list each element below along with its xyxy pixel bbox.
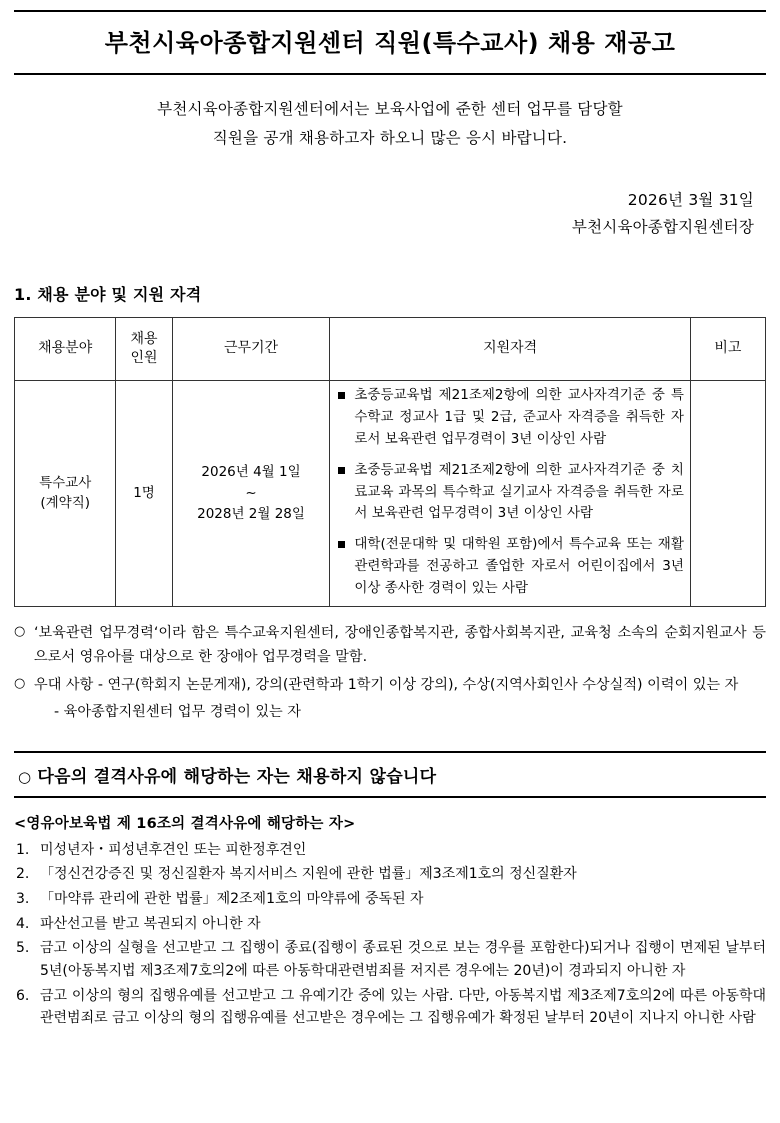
banner-circle-icon: ○ [18,767,32,786]
notes-block [14,621,766,725]
item-number: 3. [16,890,30,907]
cell-field-line1: 특수교사 [39,474,92,491]
announcement-date: 2026년 3월 31일 [627,190,754,209]
page-title: 부천시육아종합지원센터 직원(특수교사) 채용 재공고 [104,29,676,57]
title-divider [14,73,766,75]
cell-period-line2: ~ [245,485,257,501]
list-item [14,985,766,1030]
item-text: 금고 이상의 형의 집행유예를 선고받고 그 유예기간 중에 있는 사람. 다만, 아동복지법 제3조제7호의2에 따른 아동학대관련범죄로 금고 이상의 형의 집행유예를 선고받은 경우에는 그 집행유예가 확정된 날부터 20년이 지나지 아니한 사람 [40,987,766,1027]
th-note: 비고 [690,318,765,381]
item-number: 5. [16,940,30,957]
item-number: 2. [16,866,30,883]
list-item [14,913,766,936]
item-text: 「정신건강증진 및 정신질환자 복지서비스 지원에 관한 법률」제3조제1호의 정신질환자 [40,866,577,883]
th-qualification: 지원자격 [330,318,690,381]
item-text: 금고 이상의 실형을 선고받고 그 집행이 종료(집행이 종료된 것으로 보는 경우를 포함한다)되거나 집행이 면제된 날부터 5년(아동복지법 제3조제7호의2에 따른 아동학대관련범죄를 저지른 경우에는 20년)이 경과되지 아니한 자 [40,940,766,979]
cell-period-line3: 2028년 2월 28일 [197,505,305,522]
issuer-name: 부천시육아종합지원센터장 [571,218,754,237]
section-1-heading: 1. 채용 분야 및 지원 자격 [14,285,202,305]
note-subitem: - 육아종합지원센터 업무 경력이 있는 자 [54,704,301,721]
item-number: 4. [16,915,30,932]
qualification-list [336,385,683,600]
cell-period [172,381,330,607]
cell-field-line2: (계약직) [40,495,91,512]
list-item [14,839,766,862]
intro-paragraph [14,95,766,152]
th-headcount-line1: 채용 [130,331,158,348]
table-header [15,318,766,381]
list-item: 초중등교육법 제21조제2항에 의한 교사자격기준 중 치료교육 과목의 특수학교 실기교사 자격증을 취득한 자로서 보육관련 업무경력이 3년 이상인 사람 [336,460,683,526]
law-list [14,839,766,1030]
note-text: ‘보육관련 업무경력‘이라 함은 특수교육지원센터, 장애인종합복지관, 종합사회복지관, 교육청 소속의 순회지원교사 등으로서 영유아를 대상으로 한 장애아 업무경력을 말함. [34,624,766,666]
note-item [14,621,766,670]
item-text: 「마약류 관리에 관한 법률」제2조제1호의 마약류에 중독된 자 [40,890,424,907]
banner-text: 다음의 결격사유에 해당하는 자는 채용하지 않습니다 [37,766,437,787]
th-period: 근무기간 [172,318,330,381]
intro-line-1: 부천시육아종합지원센터에서는 보육사업에 준한 센터 업무를 담당할 [157,100,623,119]
cell-headcount: 1명 [116,381,172,607]
date-issuer-block [14,187,766,243]
note-text: 우대 사항 - 연구(학회지 논문게재), 강의(관련학과 1학기 이상 강의), 수상(지역사회인사 수상실적) 이력이 있는 자 [34,676,739,693]
table-row [15,381,766,607]
cell-note [690,381,765,607]
recruitment-table [14,317,766,607]
table-body [15,381,766,607]
item-text: 미성년자・피성년후견인 또는 피한정후견인 [40,841,307,858]
cell-period-line1: 2026년 4월 1일 [201,464,301,481]
intro-line-2: 직원을 공개 채용하고자 하오니 많은 응시 바랍니다. [212,128,568,147]
table-header-row [15,318,766,381]
th-headcount [116,318,172,381]
th-headcount-line2: 인원 [130,350,158,367]
item-number: 1. [16,841,30,858]
note-marker-circle-icon: ○ [14,623,26,639]
list-item [14,888,766,911]
law-section-title: <영유아보육법 제 16조의 결격사유에 해당하는 자> [14,815,356,832]
list-item: 대학(전문대학 및 대학원 포함)에서 특수교육 또는 재활관련학과를 전공하고 졸업한 자로서 어린이집에서 3년 이상 종사한 경력이 있는 사람 [336,534,683,600]
disqualification-banner [14,751,766,798]
note-item [14,673,766,697]
list-item [14,863,766,886]
list-item [14,937,766,982]
item-text: 파산선고를 받고 복권되지 아니한 자 [40,915,261,932]
list-item: 초중등교육법 제21조제2항에 의한 교사자격기준 중 특수학교 정교사 1급 및 2급, 준교사 자격증을 취득한 자로서 보육관련 업무경력이 3년 이상인 사람 [336,385,683,451]
cell-qualification [330,381,690,607]
note-marker-circle-icon: ○ [14,675,26,691]
cell-field [15,381,116,607]
th-field: 채용분야 [15,318,116,381]
item-number: 6. [16,987,30,1004]
